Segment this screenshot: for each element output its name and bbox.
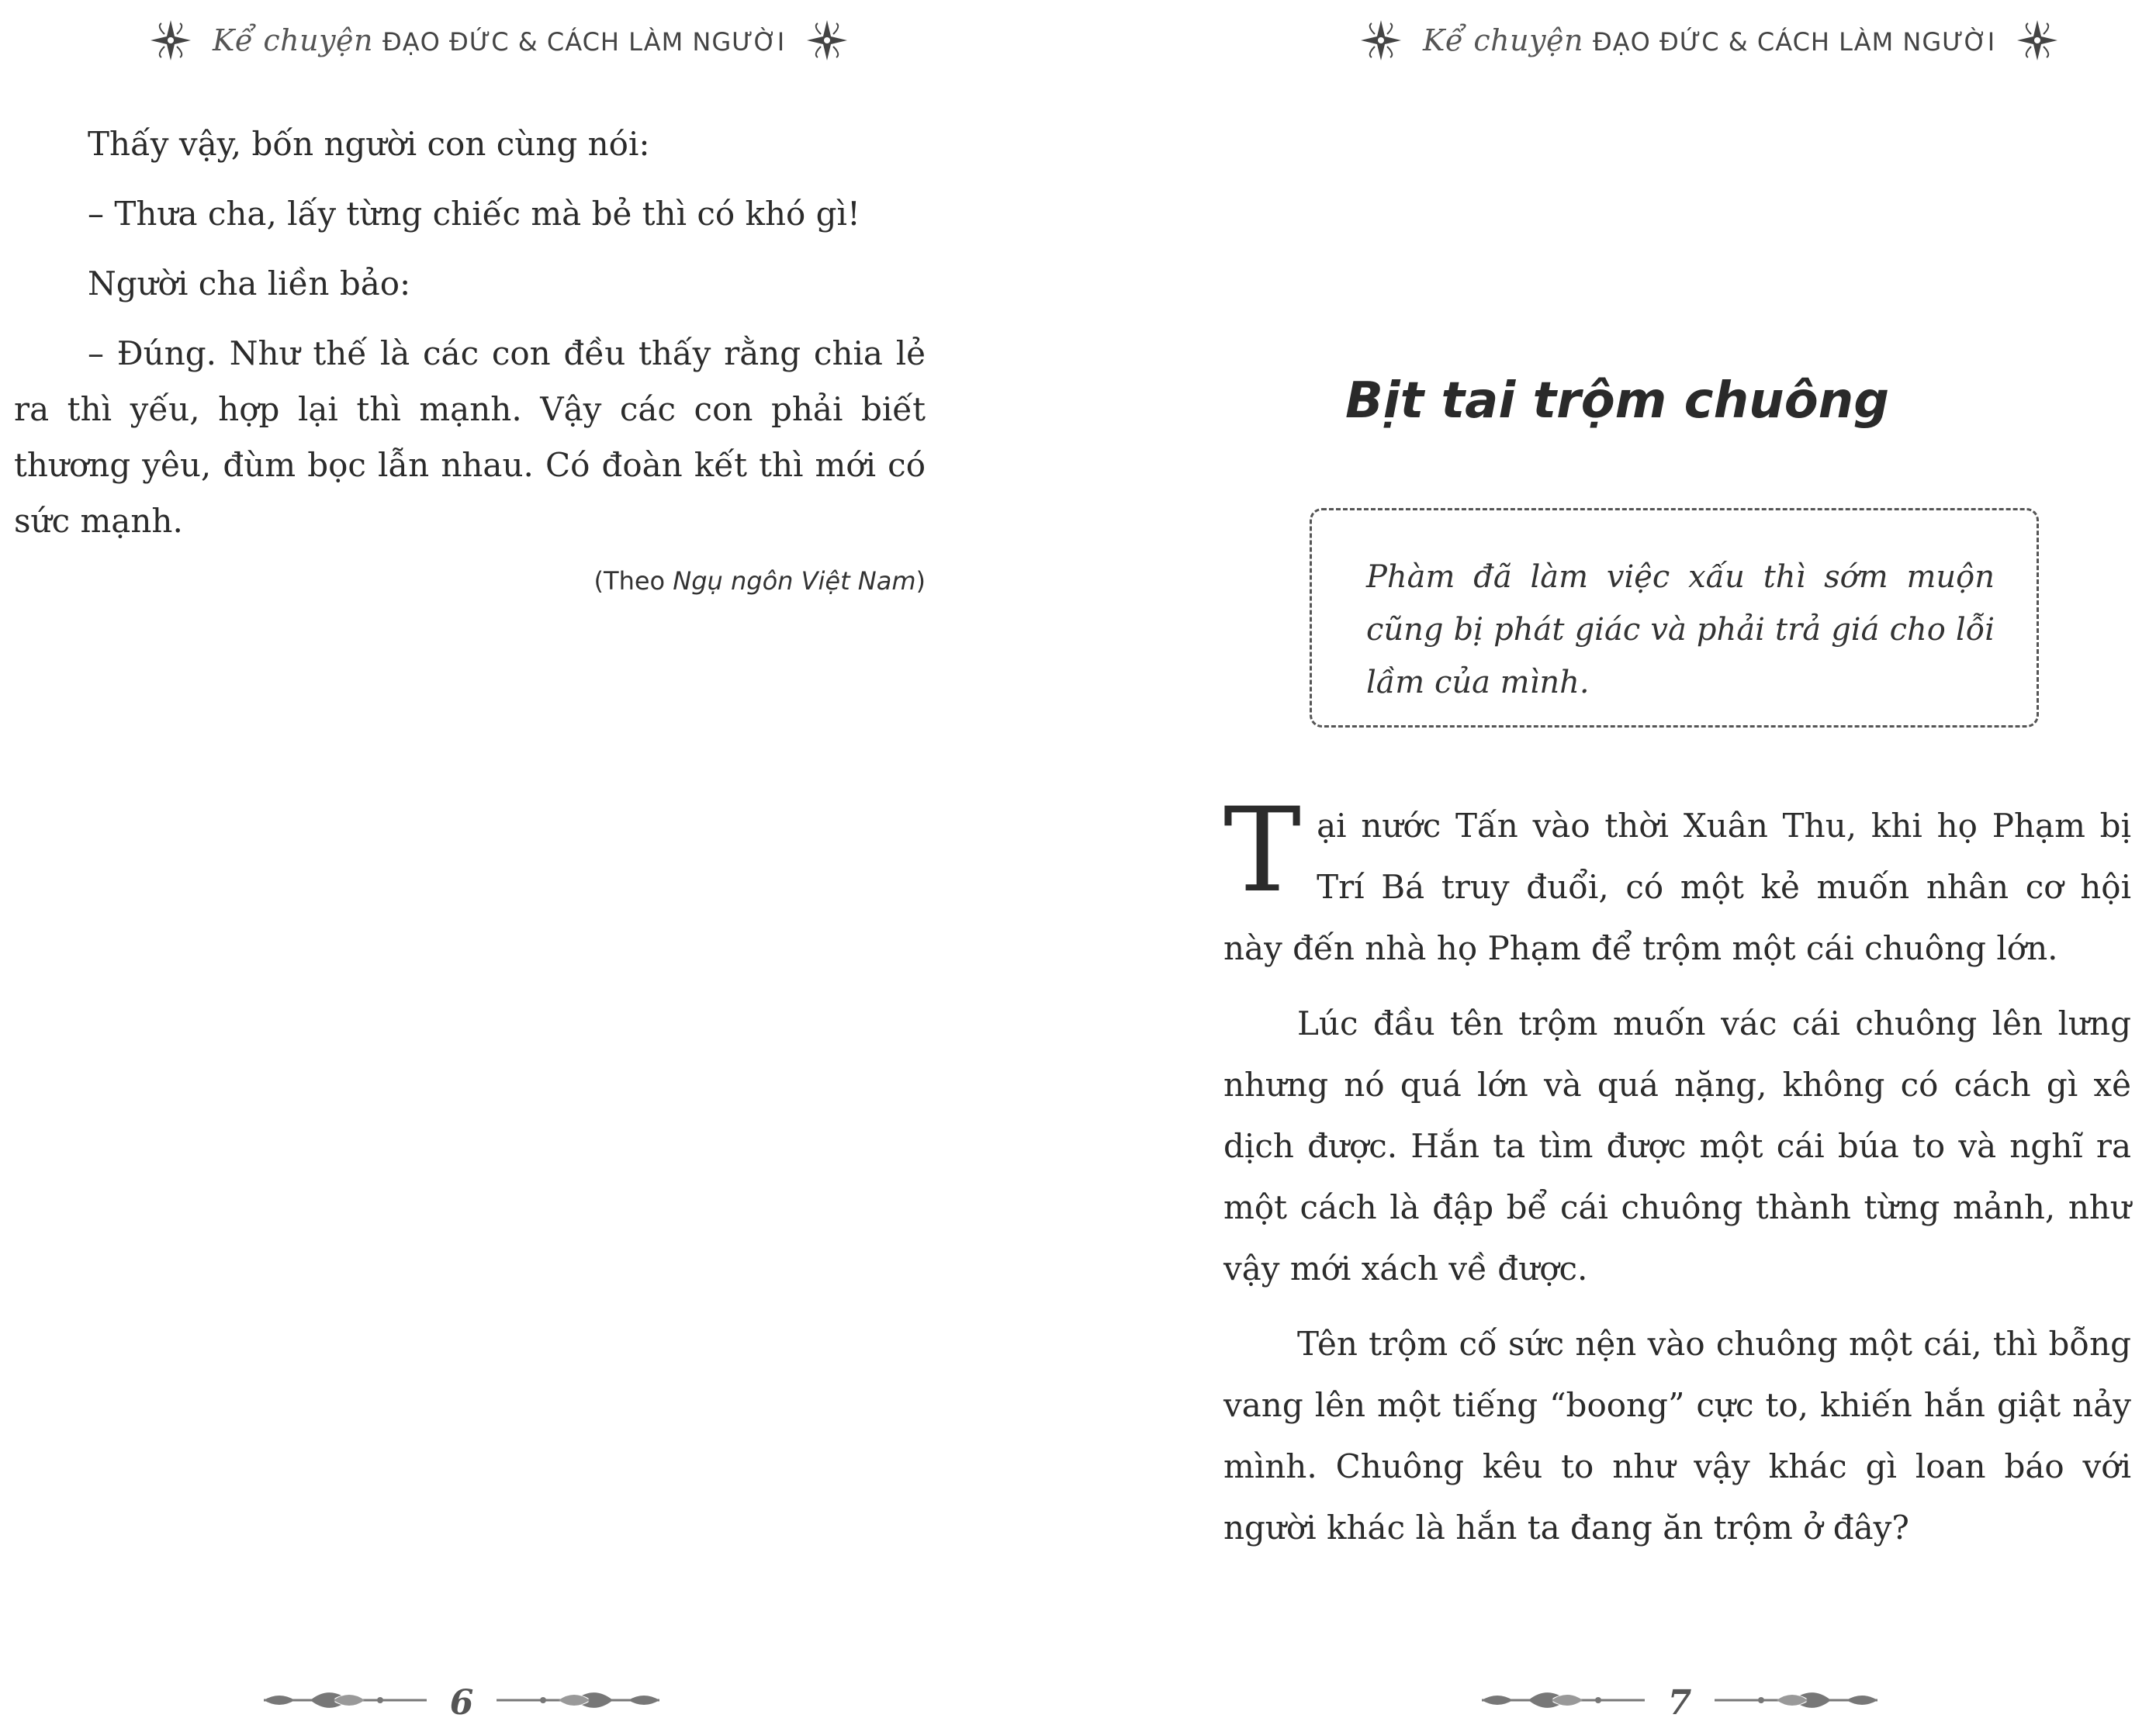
flourish-star-icon (1358, 17, 1404, 64)
attribution-close: ) (915, 566, 926, 596)
source-attribution (594, 566, 926, 596)
paragraph: Thấy vậy, bốn người con cùng nói: (88, 125, 650, 163)
page-footer (0, 1683, 1078, 1725)
first-paragraph-text: ại nước Tấn vào thời Xuân Thu, khi họ Phạm bị Trí Bá truy đuổi, có một kẻ muốn nhân cơ hội này đến nhà họ Phạm để trộm một cái chuông lớn. (1223, 807, 2131, 967)
scroll-ornament-icon (497, 1692, 659, 1711)
header-title (213, 23, 785, 57)
moral-text: Phàm đã làm việc xấu thì sớm muộn cũng bị phát giác và phải trả giá cho lỗi lầm của mình. (1366, 559, 1995, 700)
scroll-ornament-icon (1482, 1692, 1645, 1711)
story-title: Bịt tai trộm chuông (1344, 372, 1890, 430)
attribution-source: Ngụ ngôn Việt Nam (673, 566, 916, 596)
first-paragraph (1223, 783, 2131, 979)
paragraph: – Thưa cha, lấy từng chiếc mà bẻ thì có khó gì! (88, 195, 860, 233)
header-script: Kể chuyện (1423, 23, 1584, 57)
left-body-text (14, 116, 926, 563)
page-number: 6 (449, 1683, 474, 1723)
right-page (1078, 0, 2156, 1725)
page-number: 7 (1667, 1683, 1692, 1723)
header-caps: ĐẠO ĐỨC & CÁCH LÀM NGƯỜI (382, 27, 786, 57)
scroll-ornament-icon (264, 1692, 427, 1711)
attribution-open: (Theo (594, 566, 673, 596)
moral-box (1310, 508, 2039, 728)
flourish-star-icon (147, 17, 194, 64)
paragraph: Tên trộm cố sức nện vào chuông một cái, thì bỗng vang lên một tiếng “boong” cực to, khiến hắn giật nảy mình. Chuông kêu to như vậy khác gì loan báo với người khác là hắn ta đang ăn trộm ở đây? (1223, 1325, 2131, 1547)
header-title (1423, 23, 1995, 57)
drop-cap: T (1223, 783, 1302, 918)
running-header (1078, 9, 2156, 71)
paragraph: Lúc đầu tên trộm muốn vác cái chuông lên lưng nhưng nó quá lớn và quá nặng, không có cách gì xê dịch được. Hắn ta tìm được một cái búa to và nghĩ ra một cách là đập bể cái chuông thành từng mảnh, như vậy mới xách về được. (1223, 1004, 2131, 1288)
header-script: Kể chuyện (213, 23, 374, 57)
paragraph: Người cha liền bảo: (88, 264, 411, 302)
header-caps: ĐẠO ĐỨC & CÁCH LÀM NGƯỜI (1592, 27, 1996, 57)
page-footer (1078, 1683, 2156, 1725)
right-body-text (1223, 783, 2131, 1572)
running-header (0, 9, 1078, 71)
scroll-ornament-icon (1715, 1692, 1877, 1711)
flourish-star-icon (2014, 17, 2061, 64)
flourish-star-icon (804, 17, 850, 64)
paragraph: – Đúng. Như thế là các con đều thấy rằng chia lẻ ra thì yếu, hợp lại thì mạnh. Vậy các con phải biết thương yêu, đùm bọc lẫn nhau. Có đoàn kết thì mới có sức mạnh. (14, 334, 926, 540)
